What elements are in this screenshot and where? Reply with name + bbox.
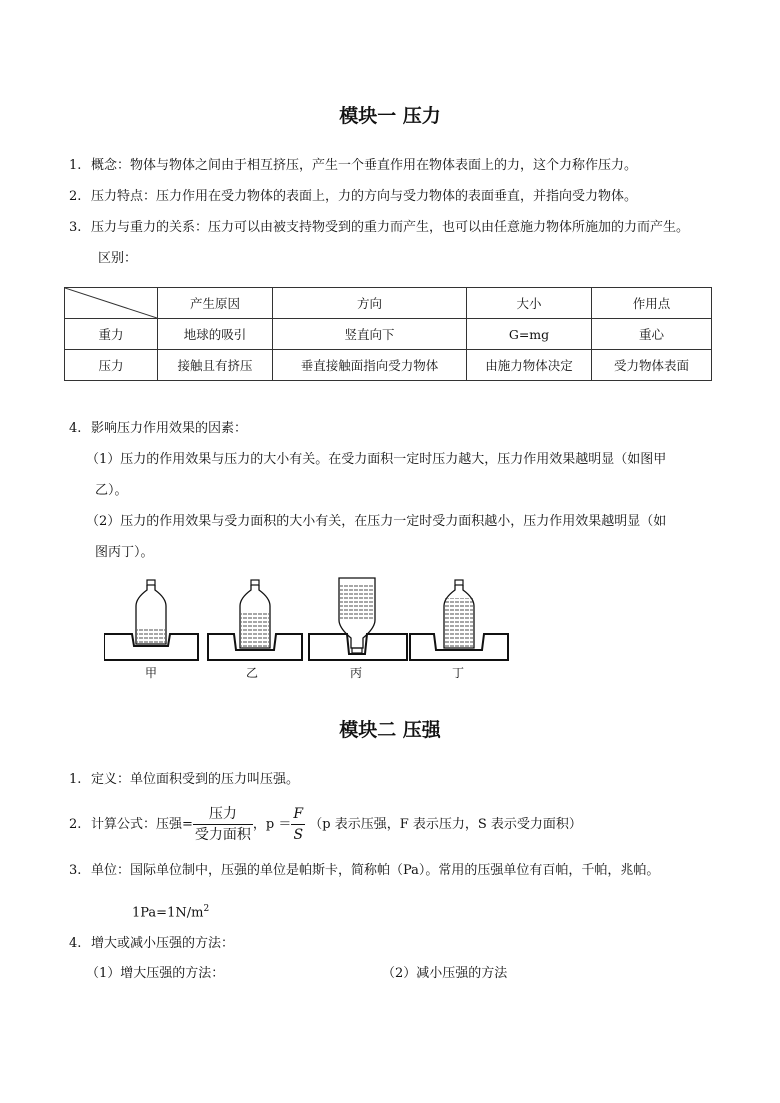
fraction-numerator: F xyxy=(291,804,305,825)
item-text: 概念：物体与物体之间由于相互挤压，产生一个垂直作用在物体表面上的力，这个力称作压力。 xyxy=(91,158,638,173)
bottle-sponge-figure xyxy=(104,576,524,664)
figure-label-ding: 丁 xyxy=(452,666,465,680)
item-number: 2. xyxy=(69,189,82,204)
row-header: 压力 xyxy=(65,350,158,381)
table-cell: 受力物体表面 xyxy=(592,350,712,381)
table-cell: 垂直接触面指向受力物体 xyxy=(273,350,467,381)
figure-jia xyxy=(104,580,198,660)
unit-exponent: 2 xyxy=(203,904,210,914)
module2-title: 模块二 压强 xyxy=(339,719,441,741)
table-header-row xyxy=(65,288,712,319)
table-cell: 由施力物体决定 xyxy=(467,350,592,381)
item-text: 压力特点：压力作用在受力物体的表面上，力的方向与受力物体的表面垂直，并指向受力物体。 xyxy=(91,189,638,204)
table-cell: 竖直向下 xyxy=(273,319,467,350)
formula-note: （p 表示压强，F 表示压力，S 表示受力面积） xyxy=(309,817,582,832)
sub1-line2: 乙）。 xyxy=(95,483,128,498)
table-header: 产生原因 xyxy=(158,288,273,319)
m2-item-3 xyxy=(69,862,659,880)
row-header: 重力 xyxy=(65,319,158,350)
sub1-line1: （1）压力的作用效果与压力的大小有关。在受力面积一定时压力越大，压力作用效果越明显（如图甲 xyxy=(86,452,667,467)
table-cell: 地球的吸引 xyxy=(158,319,273,350)
diagonal-corner-cell xyxy=(65,288,158,319)
figure-label-jia: 甲 xyxy=(145,666,158,680)
m2-item-2 xyxy=(69,804,582,845)
m1-item-2 xyxy=(69,188,637,206)
item-number: 1. xyxy=(69,158,82,173)
item-number: 4. xyxy=(69,936,82,951)
item-text: 定义：单位面积受到的压力叫压强。 xyxy=(91,772,300,787)
table-header: 大小 xyxy=(467,288,592,319)
fraction-denominator: S xyxy=(293,827,304,843)
pressure-fraction xyxy=(193,804,253,845)
table-row xyxy=(65,350,712,381)
unit-formula xyxy=(132,900,209,922)
item-number: 2. xyxy=(69,817,82,832)
figure-bing xyxy=(309,578,407,660)
figure-ding xyxy=(410,580,508,660)
figure-yi xyxy=(208,580,302,660)
sub2-line2: 图丙丁）。 xyxy=(95,545,154,560)
item-number: 3. xyxy=(69,220,82,235)
item-text: 压力与重力的关系：压力可以由被支持物受到的重力而产生，也可以由任意施力物体所施加的力而产生。 xyxy=(91,220,690,235)
diff-label: 区别： xyxy=(98,251,138,266)
m2-item-4 xyxy=(69,935,234,953)
m2-item-1 xyxy=(69,771,299,789)
m1-item-1 xyxy=(69,157,637,175)
item-number: 4. xyxy=(69,421,82,436)
figure-label-bing: 丙 xyxy=(350,666,363,680)
m1-item-3 xyxy=(69,219,689,237)
m1-item-4 xyxy=(69,420,247,438)
table-row xyxy=(65,319,712,350)
method-decrease: （2）减小压强的方法 xyxy=(382,966,508,981)
diagonal-line xyxy=(65,288,157,318)
table-header: 作用点 xyxy=(592,288,712,319)
table-cell: G=mg xyxy=(467,319,592,350)
formula-prefix: 计算公式：压强= xyxy=(91,817,193,832)
method-increase: （1）增大压强的方法： xyxy=(86,966,225,981)
sub2-line1: （2）压力的作用效果与受力面积的大小有关，在压力一定时受力面积越小，压力作用效果越明显（如 xyxy=(86,514,667,529)
item-text: 单位：国际单位制中，压强的单位是帕斯卡，简称帕（Pa）。常用的压强单位有百帕，千帕，兆帕。 xyxy=(91,863,660,878)
table-header: 方向 xyxy=(273,288,467,319)
fs-fraction xyxy=(291,804,305,845)
item-number: 1. xyxy=(69,772,82,787)
figure-label-yi: 乙 xyxy=(246,666,259,680)
table-cell: 接触且有挤压 xyxy=(158,350,273,381)
item-text: 影响压力作用效果的因素： xyxy=(91,421,248,436)
module1-title: 模块一 压力 xyxy=(339,105,441,127)
item-text: 增大或减小压强的方法： xyxy=(91,936,235,951)
fraction-numerator: 压力 xyxy=(193,804,253,825)
unit-formula-text: 1Pa=1N/m xyxy=(132,905,204,921)
gravity-vs-pressure-table xyxy=(64,287,712,381)
formula-mid: ，p ＝ xyxy=(252,817,292,832)
item-number: 3. xyxy=(69,863,82,878)
table-cell: 重心 xyxy=(592,319,712,350)
fraction-denominator: 受力面积 xyxy=(194,827,251,843)
